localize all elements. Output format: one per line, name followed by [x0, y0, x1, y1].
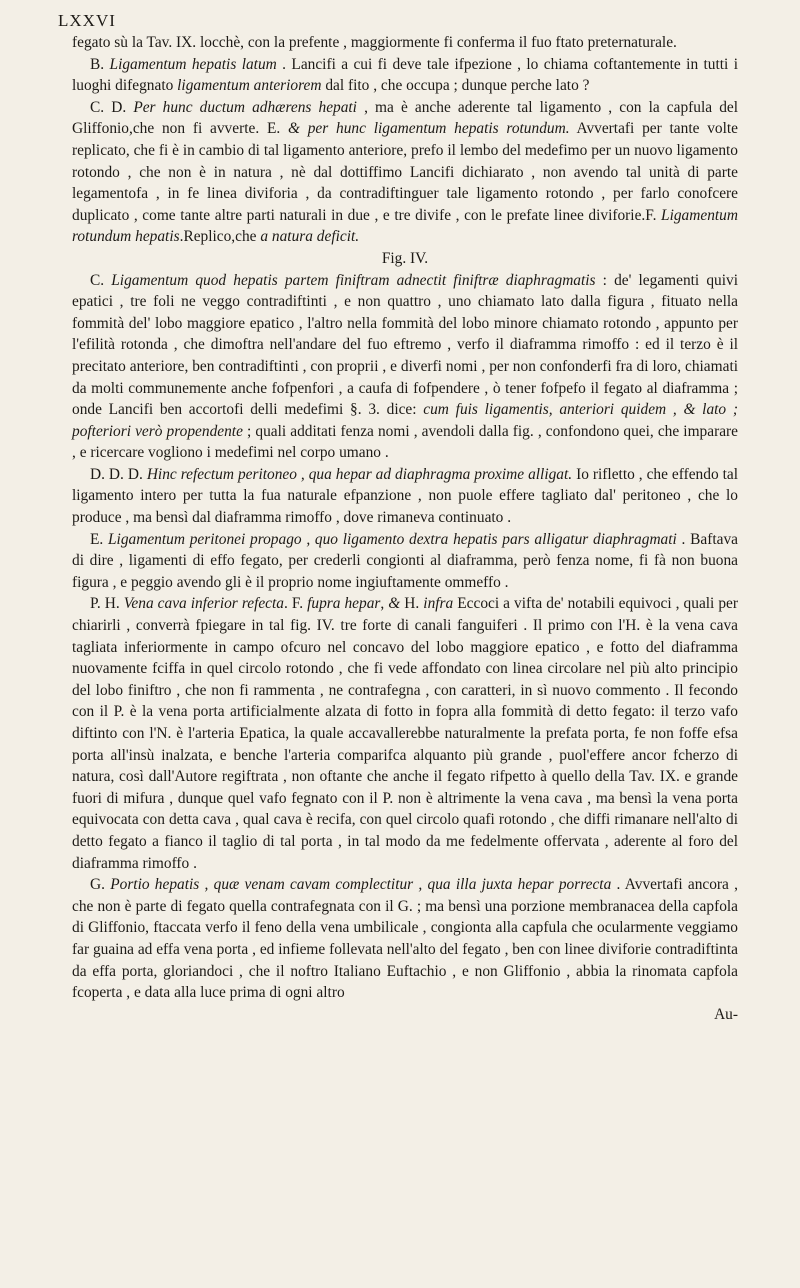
- paragraph-CD: C. D. Per hunc ductum adhærens hepati , ma è anche aderente tal ligamento , con la capfula del Gliffonio,che non fi avverte. E. & per hunc ligamentum hepatis rotundum. Avvertafi per tante volte replicato, che fi è in cambio di tal ligamento anteriore, prefo il lembo del medefimo per un nuovo ligamento rotondo , che non è in natura , nè dal dottiffimo Lancifi dichiarato , non avendo tal unità di parte legamentofa , in fe linea diviforia , da contradiftinguer tale ligamento rotondo , per farlo conofcere duplicato , come tante altre parti naturali in due , e tre divife , con le prefate linee diviforie.F. Ligamentum rotundum hepatis.Replico,che a natura deficit.: [72, 98, 738, 246]
- paragraph-PH: P. H. Vena cava inferior refecta. F. fupra hepar, & H. infra Eccoci a vifta de' notabili equivoci , quali per chiarirli , converrà fpiegare in tal fig. IV. tre forte di canali fanguiferi . Il primo con l'H. è la vena cava tagliata inferiormente in campo ofcuro nel concavo del lobo maggiore epatico , e fotto del diaframma nuovamente fciffa in quel circolo rotondo , che fi vede affondato con linea circolare nel più alto principio del lobo finiftro , che non fi rammenta , ne contrafegna , con caratteri, in sì nuovo commento . Il fecondo con il P. è la vena porta artificialmente alzata di fotto in fopra alla fommità di detto fegato: il terzo vafo diftinto con l'N. è l'arteria Epatica, la quale accavallerebbe naturalmente la prefata porta, fe non foffe efsa porta all'insù inalzata, e benche l'arteria comparifca alquanto più grande , puol'effere ancor fcherzo di natura, così dall'Autore regiftrata , non oftante che anche il fegato rifpetto à quello della Tav. IX. e grande fuori di mifura , dunque quel vafo fegnato con il P. non è altrimente la vena cava , ma bensì la vena porta equivocata con detta cava , qual cava è recifa, con quel circolo quafi rotondo , che diffi rimanare nell'alto di detto fegato a fianco il taglio di tal porta , in tal modo da me fedelmente offervata , aderente al foro del diaframma rimoffo .: [72, 595, 739, 872]
- paragraph-DDD: D. D. D. Hinc refectum peritoneo , qua hepar ad diaphragma proxime alligat. Io rifletto , che effendo tal ligamento intero per tutta la fua naturale efpanzione , non puole effere tagliato dal' peritoneo , che lo produce , ma bensì dal diaframma rimoffo , dove rimaneva continuato .: [72, 465, 738, 527]
- paragraph-E: E. Ligamentum peritonei propago , quo ligamento dextra hepatis pars alligatur diaphragmati . Baftava di dire , ligamenti di effo fegato, per crederli congionti al diaframma, però fenza nome, fi fà non buona figura , e peggio avendo gli è il proprio nome ingiuftamente ommeffo .: [72, 530, 738, 591]
- page-number: LXXVI: [58, 11, 116, 30]
- figure-label: Fig. IV.: [381, 249, 429, 267]
- paragraph-B: B. Ligamentum hepatis latum . Lancifi a cui fi deve tale ifpezione , lo chiama coftantemente in tutti i luoghi difegnato ligamentum anteriorem dal fito , che occupa ; dunque perche lato ?: [72, 55, 738, 95]
- catchword: Au-: [714, 1005, 738, 1023]
- body-text: [72, 32, 738, 1025]
- paragraph-G: G. Portio hepatis , quæ venam cavam complectitur , qua illa juxta hepar porrecta . Avvertafi ancora , che non è parte di fegato quella contrafegnata con il G. ; ma bensì una porzione membranacea della capfola di Gliffonio, ftaccata verfo il feno della vena umbilicale , congionta alla capfula che ocularmente veggiamo far guaina ad effa vena porta , ed infieme follevata nell'alto del fegato , ben con linee diviforie contradiftinta da effa porta, gloriandoci , che il noftro Italiano Euftachio , e non Gliffonio , abbia la rinomata capfola fcoperta , e data alla luce prima di ogni altro: [72, 876, 738, 1002]
- paragraph: fegato sù la Tav. IX. locchè, con la prefente , maggiormente fi conferma il fuo ftato preternaturale.: [72, 34, 677, 51]
- paragraph-C2: C. Ligamentum quod hepatis partem finiftram adnectit finiftræ diaphragmatis : de' legamenti quivi epatici , tre foli ne veggo contradiftinti , e non quattro , uno chiamato lato dalla figura , fituato nella fommità del' lobo maggiore epatico , l'altro nella fommità del lobo minore chiamato rotondo , appunto per l'efilità rotonda , che dimoftra nell'andare del fuo eftremo , verfo il diaframma rimoffo : ed il terzo è il precitato anteriore, ben contradiftinti , con proprii , e diverfi nomi , per non confonderfi fra di loro, chiamati da molti communemente anche fofpenfori , a caufa di fofpendere , ò tener fofpefo il fegato al diaframma ; onde Lancifi ben accortofi delli medefimi §. 3. dice: cum fuis ligamentis, anteriori quidem , & lato ; pofteriori verò propendente ; quali additati fenza nomi , avendoli dalla fig. , confondono quei, che imparare , e ricercare vogliono i medefimi nel corpo umano .: [72, 271, 738, 462]
